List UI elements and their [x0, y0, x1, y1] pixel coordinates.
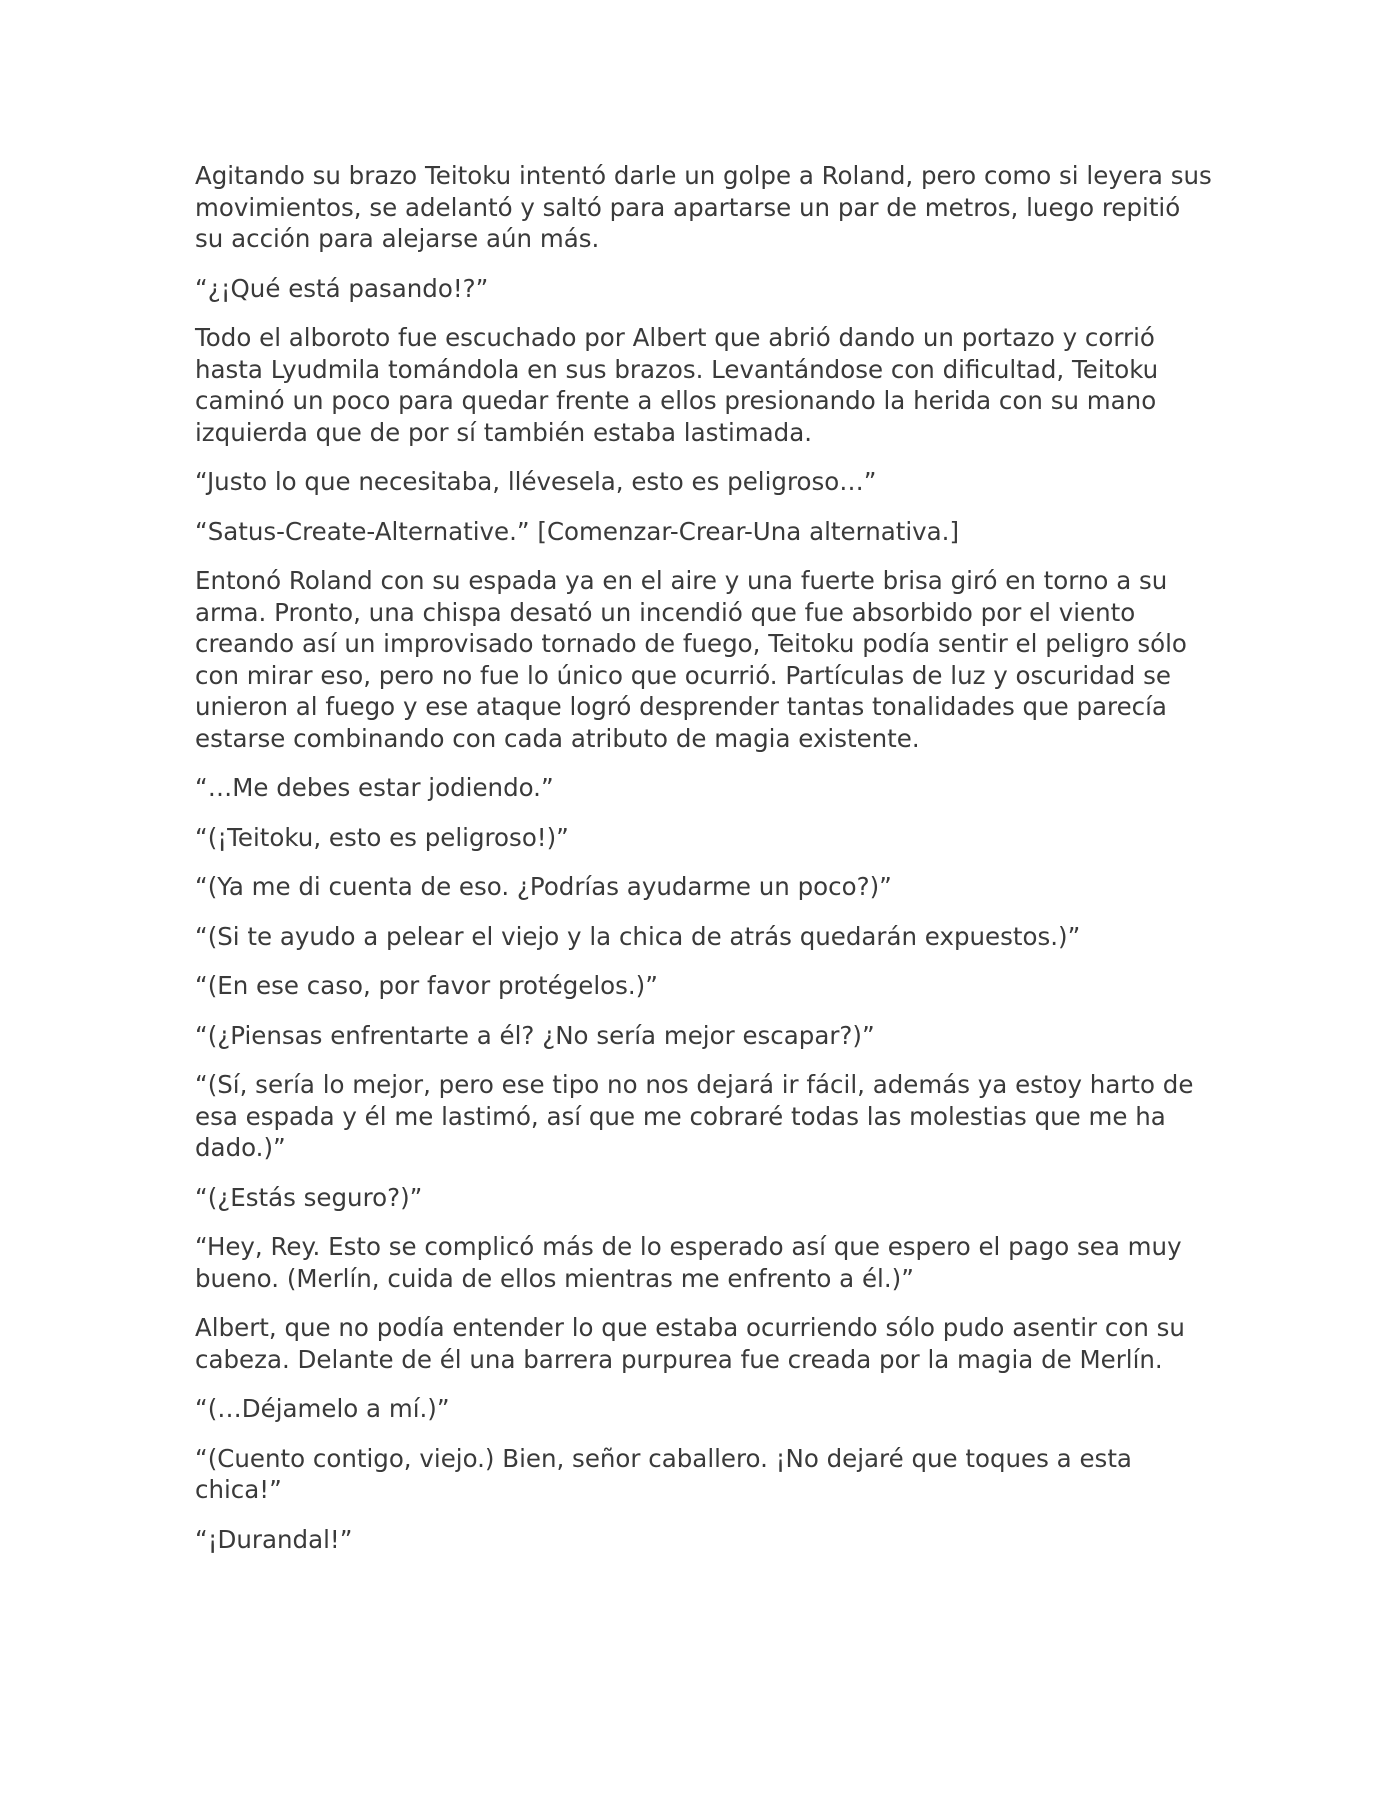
dialogue-line: “(¿Estás seguro?)” — [195, 1182, 423, 1212]
paragraph: Entonó Roland con su espada ya en el aire y una fuerte brisa giró en torno a su arma. Pronto, una chispa desató un incendió que fue absorbido por el viento creando así un improvisado tornado de fuego, Teitoku podía sentir el peligro sólo con mirar eso, pero no fue lo único que ocurrió. Partículas de luz y oscuridad se unieron al fuego y ese ataque logró desprender tantas tonalidades que parecía estarse combinando con cada atributo de magia existente. — [195, 566, 1187, 753]
dialogue-line: “(¿Piensas enfrentarte a él? ¿No sería mejor escapar?)” — [195, 1020, 875, 1050]
dialogue-line: “…Me debes estar jodiendo.” — [195, 773, 554, 802]
document-body — [195, 160, 1215, 1573]
dialogue-line: “(Ya me di cuenta de eso. ¿Podrías ayudarme un poco?)” — [195, 872, 892, 901]
dialogue-line: “¿¡Qué está pasando!?” — [195, 273, 489, 303]
paragraph: Agitando su brazo Teitoku intentó darle un golpe a Roland, pero como si leyera sus movimientos, se adelantó y saltó para apartarse un par de metros, luego repitió su acción para alejarse aún más. — [195, 161, 1212, 253]
dialogue-line: “(…Déjamelo a mí.)” — [195, 1394, 450, 1423]
dialogue-line: “(Sí, sería lo mejor, pero ese tipo no nos dejará ir fácil, además ya estoy harto de esa espada y él me lastimó, así que me cobraré todas las molestias que me ha dado.)” — [195, 1070, 1194, 1162]
dialogue-line: “(¡Teitoku, esto es peligroso!)” — [195, 822, 569, 852]
dialogue-line: “Hey, Rey. Esto se complicó más de lo esperado así que espero el pago sea muy bueno. (Merlín, cuida de ellos mientras me enfrento a él.)” — [195, 1232, 1182, 1293]
paragraph: Todo el alboroto fue escuchado por Albert que abrió dando un portazo y corrió hasta Lyudmila tomándola en sus brazos. Levantándose con dificultad, Teitoku caminó un poco para quedar frente a ellos presionando la herida con su mano izquierda que de por sí también estaba lastimada. — [195, 323, 1159, 447]
dialogue-line: “¡Durandal!” — [195, 1524, 353, 1554]
paragraph: Albert, que no podía entender lo que estaba ocurriendo sólo pudo asentir con su cabeza. Delante de él una barrera purpurea fue creada por la magia de Merlín. — [195, 1313, 1185, 1374]
dialogue-line: “Satus-Create-Alternative.” [Comenzar-Crear-Una alternativa.] — [195, 516, 960, 546]
dialogue-line: “(Cuento contigo, viejo.) Bien, señor caballero. ¡No dejaré que toques a esta chica!” — [195, 1443, 1132, 1504]
dialogue-line: “Justo lo que necesitaba, llévesela, esto es peligroso…” — [195, 467, 877, 496]
dialogue-line: “(Si te ayudo a pelear el viejo y la chica de atrás quedarán expuestos.)” — [195, 921, 1081, 951]
dialogue-line: “(En ese caso, por favor protégelos.)” — [195, 971, 658, 1000]
